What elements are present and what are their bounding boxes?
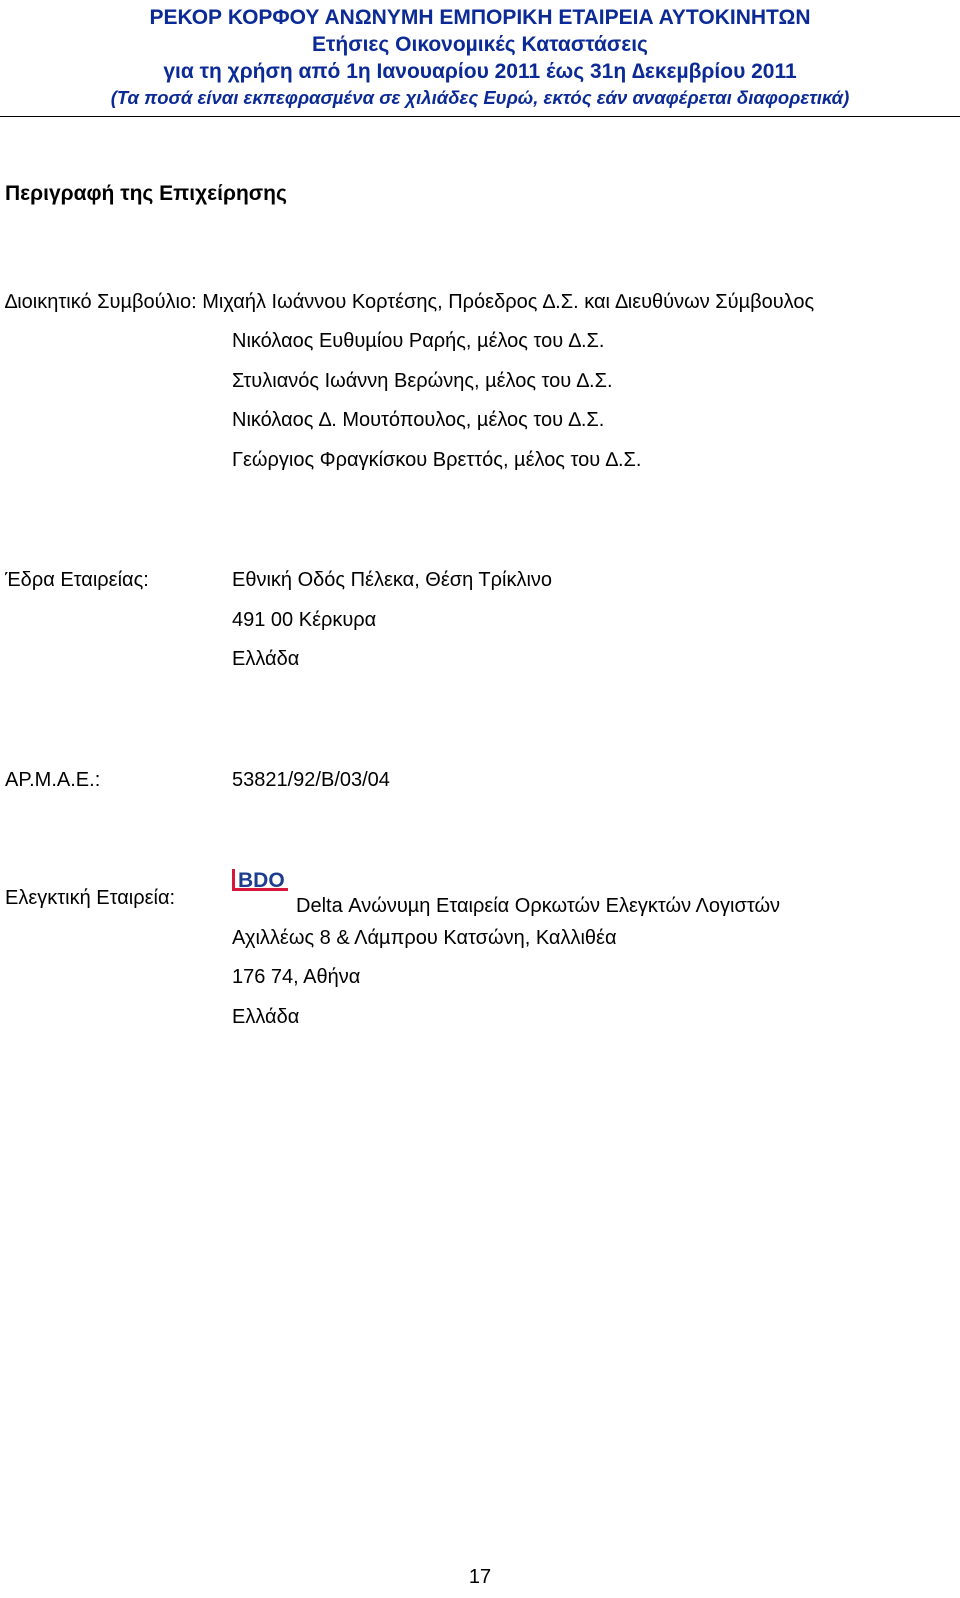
seat-address-line: Εθνική Οδός Πέλεκα, Θέση Τρίκλινο xyxy=(232,569,553,591)
page-number: 17 xyxy=(468,1566,492,1588)
seat-address-line: Ελλάδα xyxy=(232,648,300,670)
seat-address xyxy=(232,568,552,687)
seat-address-line: 491 00 Κέρκυρα xyxy=(232,608,377,631)
period-title: για τη χρήση από 1η Ιανουαρίου 2011 έως 31η ∆εκεµβρίου 2011 xyxy=(163,60,797,83)
board-member: Νικόλαος ∆. Μουτόπουλος, µέλος του ∆.Σ. xyxy=(232,409,605,431)
board-row xyxy=(5,290,814,314)
auditor-address-line: Αχιλλέως 8 & Λάµπρου Κατσώνη, Καλλιθέα xyxy=(232,926,617,949)
board-member: Μιχαήλ Ιωάννου Κορτέσης, Πρόεδρος ∆.Σ. και ∆ιευθύνων Σύµβουλος xyxy=(202,291,815,313)
board-member: Γεώργιος Φραγκίσκου Βρεττός, µέλος του ∆.Σ. xyxy=(232,448,642,471)
section-title: Περιγραφή της Επιχείρησης xyxy=(5,182,287,205)
registry-label: ΑΡ.Μ.Α.Ε.: xyxy=(5,769,101,791)
auditor-details xyxy=(232,869,781,1044)
header-divider xyxy=(0,116,960,117)
auditor-address-line: Ελλάδα xyxy=(232,1005,300,1028)
auditor-address-line: 176 74, Αθήνα xyxy=(232,966,361,988)
board-member: Στυλιανός Ιωάννη Βερώνης, µέλος του ∆.Σ. xyxy=(232,369,613,392)
auditor-name: Delta Ανώνυµη Εταιρεία Ορκωτών Ελεγκτών Λογιστών xyxy=(296,895,781,917)
seat-label: Έδρα Εταιρείας: xyxy=(5,569,149,591)
statements-title: Ετήσιες Οικονοµικές Καταστάσεις xyxy=(312,33,648,56)
registry-value: 53821/92/Β/03/04 xyxy=(232,769,390,791)
registry-value-wrap xyxy=(232,768,390,808)
svg-text:BDO: BDO xyxy=(238,869,285,892)
company-name: ΡΕΚΟΡ ΚΟΡΦΟΥ ΑΝΩΝΥΜΗ ΕΜΠΟΡΙΚΗ ΕΤΑΙΡΕΙΑ ΑΥΤΟΚΙΝΗΤΩΝ xyxy=(149,6,811,29)
bdo-logo-icon xyxy=(232,869,296,912)
auditor-name-line xyxy=(232,869,781,926)
board-members-list xyxy=(232,329,641,487)
auditor-label: Ελεγκτική Εταιρεία: xyxy=(5,887,176,909)
document-header xyxy=(0,4,960,111)
board-member: Νικόλαος Ευθυµίου Ραρής, µέλος του ∆.Σ. xyxy=(232,330,605,352)
board-label: ∆ιοικητικό Συµβούλιο: xyxy=(5,291,197,313)
currency-note: (Τα ποσά είναι εκπεφρασµένα σε χιλιάδες Ευρώ, εκτός εάν αναφέρεται διαφορετικά) xyxy=(110,87,850,108)
